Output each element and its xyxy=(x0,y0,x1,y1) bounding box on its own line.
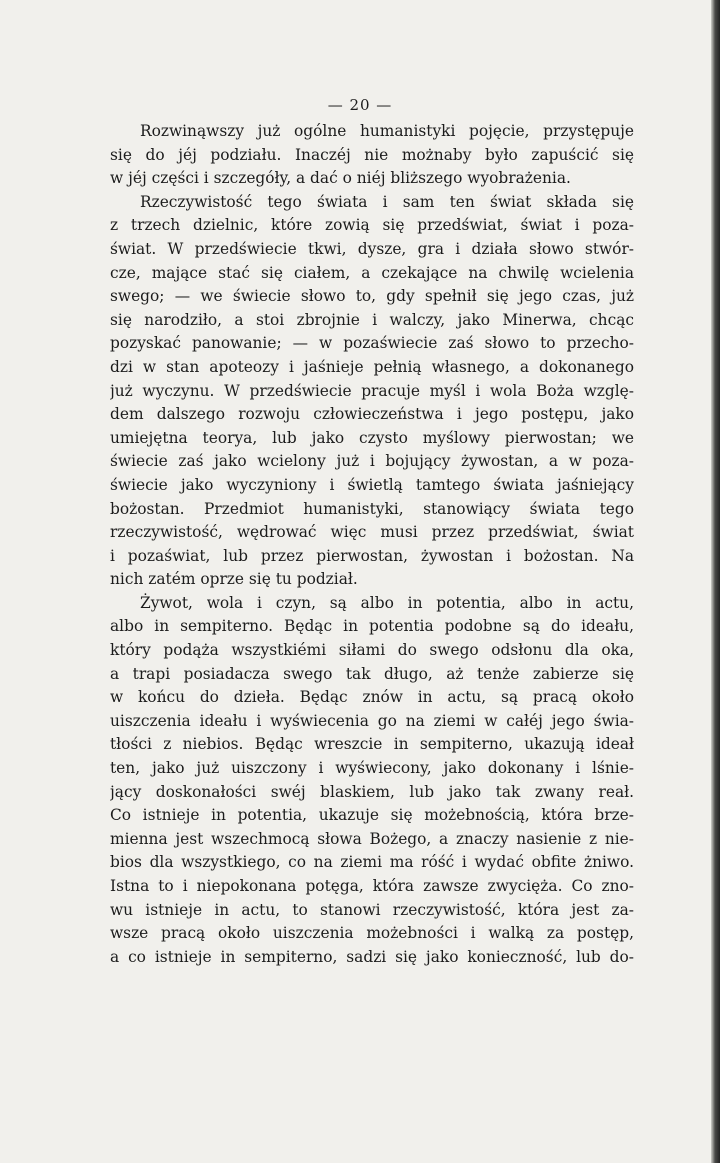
text-line: umiejętna teorya, lub jako czysto myślowy pierwostan; we xyxy=(110,428,634,447)
text-line: pozyskać panowanie; — w pozaświecie zaś słowo to przecho- xyxy=(110,334,634,353)
text-line: Co istnieje in potentia, ukazuje się możebnością, która brze- xyxy=(110,806,634,825)
text-line: z trzech dzielnic, które zowią się przedświat, świat i poza- xyxy=(110,216,634,235)
text-line: bios dla wszystkiego, co na ziemi ma róść i wydać obfite żniwo. xyxy=(110,853,634,872)
text-line: Żywot, wola i czyn, są albo in potentia, albo in actu, xyxy=(140,593,634,612)
text-line: a co istnieje in sempiterno, sadzi się jako konieczność, lub do- xyxy=(110,947,634,966)
text-line: który podąża wszystkiémi siłami do swego odsłonu dla oka, xyxy=(110,641,634,660)
text-line: nich zatém oprze się tu podział. xyxy=(110,570,358,589)
text-line: Rzeczywistość tego świata i sam ten świat składa się xyxy=(140,192,634,211)
paragraph-2 xyxy=(110,191,634,592)
text-line: dzi w stan apoteozy i jaśnieje pełnią własnego, a dokonanego xyxy=(110,357,634,376)
page-edge-shadow xyxy=(711,0,720,1163)
text-line: i pozaświat, lub przez pierwostan, żywostan i bożostan. Na xyxy=(110,546,634,565)
text-line: ten, jako już uiszczony i wyświecony, jako dokonany i lśnie- xyxy=(110,759,634,778)
text-line: Rozwinąwszy już ogólne humanistyki pojęcie, przystępuje xyxy=(140,122,634,140)
text-line: mienna jest wszechmocą słowa Bożego, a znaczy nasienie z nie- xyxy=(110,829,634,848)
text-line: albo in sempiterno. Będąc in potentia podobne są do ideału, xyxy=(110,617,634,636)
text-line: już wyczynu. W przedświecie pracuje myśl i wola Boża wzglę- xyxy=(110,381,634,400)
text-line: a trapi posiadacza swego tak długo, aż tenże zabierze się xyxy=(110,664,634,683)
text-line: rzeczywistość, wędrować więc musi przez przedświat, świat xyxy=(110,523,634,542)
text-line: tłości z niebios. Będąc wreszcie in sempiterno, ukazują ideał xyxy=(110,735,634,754)
text-line: wsze pracą około uiszczenia możebności i walką za postęp, xyxy=(110,924,634,943)
text-line: w końcu do dzieła. Będąc znów in actu, są pracą około xyxy=(110,688,634,707)
text-line: się narodziło, a stoi zbrojnie i walczy, jako Minerwa, chcąc xyxy=(110,310,634,329)
text-line: świecie jako wyczyniony i świetlą tamtego świata jaśniejący xyxy=(110,475,634,494)
text-line: świecie zaś jako wcielony już i bojujący żywostan, a w poza- xyxy=(110,452,634,471)
text-line: dem dalszego rozwoju człowieczeństwa i jego postępu, jako xyxy=(110,405,634,424)
text-line: wu istnieje in actu, to stanowi rzeczywistość, która jest za- xyxy=(110,900,634,919)
page-number: — 20 — xyxy=(327,96,393,114)
text-line: Istna to i niepokonana potęga, która zawsze zwycięża. Co zno- xyxy=(110,877,634,895)
text-line: uiszczenia ideału i wyświecenia go na ziemi w całéj jego świa- xyxy=(110,711,634,730)
text-line: się do jéj podziału. Inaczéj nie możnaby było zapuścić się xyxy=(110,145,634,164)
text-line: świat. W przedświecie tkwi, dysze, gra i działa słowo stwór- xyxy=(110,239,634,258)
text-line: w jéj części i szczegóły, a dać o niéj bliższego wyobrażenia. xyxy=(110,169,571,188)
text-line: swego; — we świecie słowo to, gdy spełnił się jego czas, już xyxy=(110,287,634,306)
text-line: jący doskonałości swéj blaskiem, lub jako tak zwany reał. xyxy=(110,782,634,801)
text-line: bożostan. Przedmiot humanistyki, stanowiący świata tego xyxy=(110,499,634,518)
body-text xyxy=(110,120,634,969)
paragraph-1 xyxy=(110,120,634,191)
text-line: cze, mające stać się ciałem, a czekające na chwilę wcielenia xyxy=(110,263,634,282)
paragraph-3 xyxy=(110,592,634,970)
